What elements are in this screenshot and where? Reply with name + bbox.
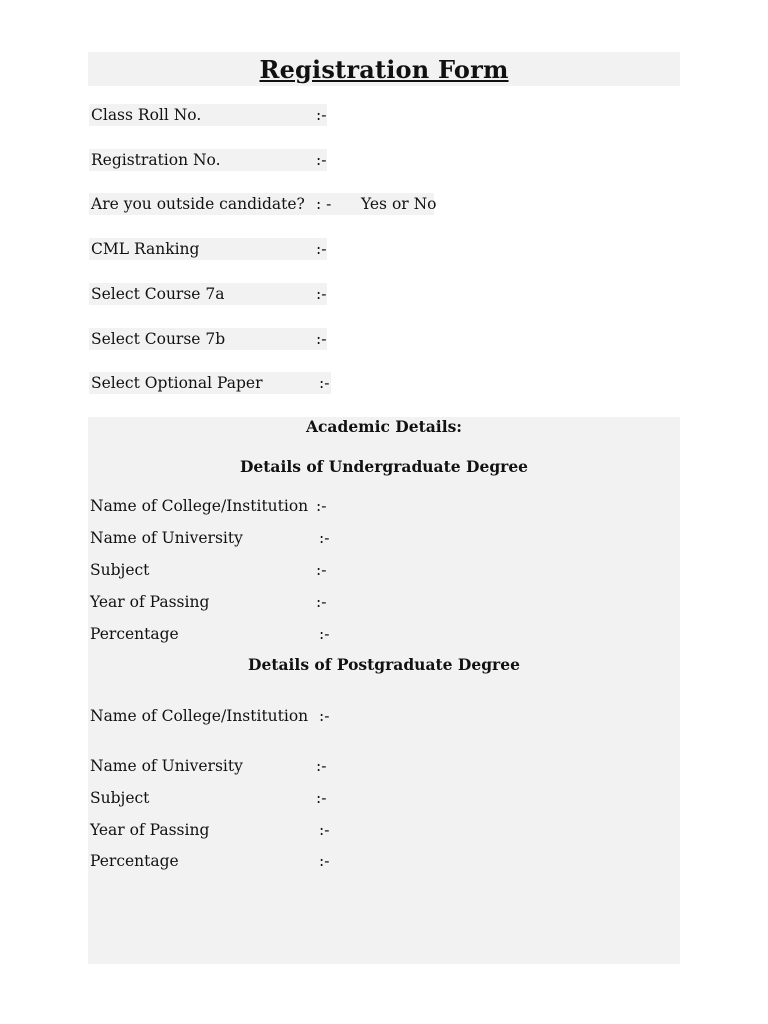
field-label: Name of College/Institution [90,497,309,515]
field-separator: :- [316,561,327,579]
postgraduate-heading: Details of Postgraduate Degree [248,655,520,674]
ug-subject-row [90,559,327,581]
field-cml-ranking [89,238,329,260]
field-label: Percentage [90,852,179,870]
field-label: Year of Passing [90,821,210,839]
field-separator: :- [316,593,327,611]
field-separator: :- [316,240,327,258]
pg-university-row [90,755,327,777]
field-label: CML Ranking [91,240,200,258]
field-label: Subject [90,789,150,807]
field-separator: :- [316,330,327,348]
field-optional-paper [89,372,331,394]
title-bar [88,52,680,86]
field-class-roll-no [89,104,329,126]
field-label: Class Roll No. [91,106,202,124]
field-outside-candidate [89,193,435,215]
field-label: Registration No. [91,151,221,169]
field-separator: :- [316,497,327,515]
field-registration-no [89,149,329,171]
field-course-7a [89,283,329,305]
undergraduate-heading: Details of Undergraduate Degree [239,457,529,476]
ug-percentage-row [90,623,330,645]
pg-year-row [90,819,330,841]
field-label: Year of Passing [90,593,210,611]
field-separator: :- [319,821,330,839]
pg-subject-row [90,787,327,809]
field-label: Select Optional Paper [91,374,263,392]
page-title: Registration Form [259,54,509,84]
yes-no-hint: Yes or No [361,195,437,213]
field-separator: :- [316,757,327,775]
field-label: Subject [90,561,150,579]
field-label: Name of University [90,757,243,775]
pg-college-row [90,705,330,727]
field-label: Name of University [90,529,243,547]
field-label: Select Course 7b [91,330,226,348]
field-separator: :- [319,529,330,547]
field-separator: :- [319,707,330,725]
field-course-7b [89,328,329,350]
field-separator: :- [319,374,330,392]
field-label: Name of College/Institution [90,707,309,725]
ug-year-row [90,591,327,613]
field-separator: :- [316,151,327,169]
academic-heading: Academic Details: [305,417,463,436]
field-separator: :- [319,625,330,643]
field-separator: :- [316,106,327,124]
field-separator: :- [316,285,327,303]
field-separator: :- [319,852,330,870]
ug-college-row [90,495,327,517]
field-separator: :- [316,789,327,807]
field-separator: : - [316,195,332,213]
pg-percentage-row [90,850,330,872]
field-label: Select Course 7a [91,285,225,303]
field-label: Are you outside candidate? [91,195,305,213]
field-label: Percentage [90,625,179,643]
ug-university-row [90,527,330,549]
